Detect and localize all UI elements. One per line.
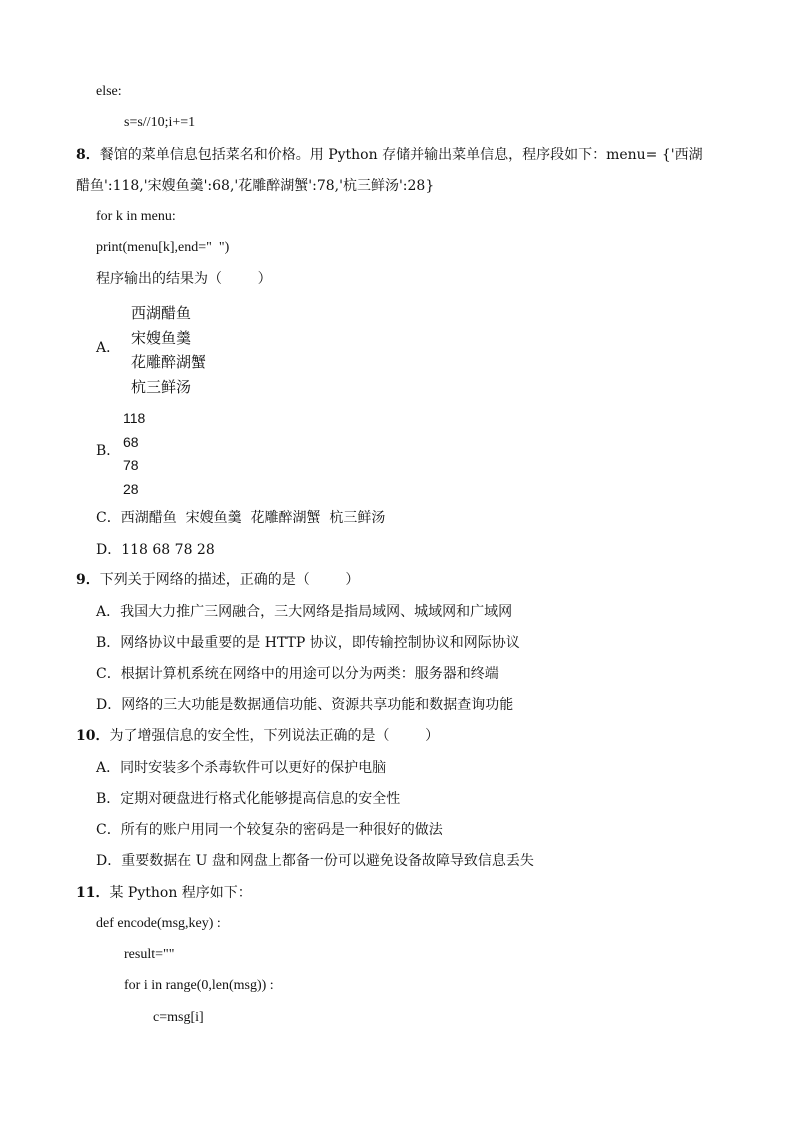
- question-10-stem: [76, 727, 439, 745]
- question-10-text: 为了增强信息的安全性，下列说法正确的是（ ）: [109, 728, 440, 744]
- question-8-option-a-label: A．: [96, 340, 121, 356]
- question-11-code-def: def encode(msg,key) :: [96, 916, 221, 931]
- question-10-option-a: A．同时安装多个杀毒软件可以更好的保护电脑: [96, 760, 387, 776]
- option-a-item: 杭三鲜汤: [131, 377, 192, 396]
- question-11-code-result: result="": [124, 947, 175, 962]
- question-8-option-a-image: [131, 301, 206, 399]
- question-10-option-d: D．重要数据在 U 盘和网盘上都备一份可以避免设备故障导致信息丢失: [96, 853, 534, 869]
- option-a-item: 宋嫂鱼羹: [131, 328, 192, 347]
- question-8-number: 8．: [76, 147, 100, 163]
- option-b-item: 28: [123, 480, 139, 497]
- question-10-option-c: C．所有的账户用同一个较复杂的密码是一种很好的做法: [96, 822, 443, 838]
- question-8-text-2: 醋鱼':118,'宋嫂鱼羹':68,'花雕醉湖蟹':78,'杭三鲜汤':28}: [76, 178, 435, 194]
- question-8-option-c: C．西湖醋鱼 宋嫂鱼羹 花雕醉湖蟹 杭三鲜汤: [96, 510, 386, 526]
- question-8-option-b-label: B．: [96, 443, 121, 459]
- question-9-stem: [76, 571, 359, 589]
- option-b-item: 78: [123, 457, 139, 473]
- question-11-code-c: c=msg[i]: [153, 1010, 204, 1025]
- code-line-s-update: s=s//10;i+=1: [124, 115, 196, 130]
- question-8-option-b-image: [123, 407, 145, 501]
- question-8-text-1: 餐馆的菜单信息包括菜名和价格。用 Python 存储并输出菜单信息，程序段如下：menu= {'西湖: [99, 147, 703, 163]
- question-8-code-print: print(menu[k],end=" "): [96, 240, 230, 255]
- question-9-option-d: D．网络的三大功能是数据通信功能、资源共享功能和数据查询功能: [96, 697, 514, 713]
- question-11-number: 11．: [76, 885, 110, 901]
- question-11-code-for: for i in range(0,len(msg)) :: [124, 978, 274, 993]
- question-9-text: 下列关于网络的描述，正确的是（ ）: [99, 572, 360, 588]
- option-b-item: 118: [123, 410, 146, 426]
- option-a-item: 西湖醋鱼: [131, 304, 192, 322]
- question-8-line1: [76, 146, 703, 164]
- question-8-prompt: 程序输出的结果为（ ）: [96, 271, 272, 287]
- question-11-text: 某 Python 程序如下：: [109, 885, 252, 901]
- code-line-else: else:: [96, 84, 122, 99]
- question-9-option-b: B．网络协议中最重要的是 HTTP 协议，即传输控制协议和网际协议: [96, 635, 520, 651]
- option-b-item: 68: [123, 433, 139, 450]
- question-8-code-for: for k in menu:: [96, 209, 176, 224]
- question-9-number: 9．: [76, 572, 100, 588]
- question-11-stem: [76, 884, 252, 902]
- question-8-option-d: D．118 68 78 28: [96, 542, 215, 558]
- question-10-number: 10．: [76, 728, 110, 744]
- question-10-option-b: B．定期对硬盘进行格式化能够提高信息的安全性: [96, 791, 401, 807]
- question-9-option-c: C．根据计算机系统在网络中的用途可以分为两类：服务器和终端: [96, 666, 499, 682]
- option-a-item: 花雕醉湖蟹: [131, 353, 207, 371]
- question-9-option-a: A．我国大力推广三网融合，三大网络是指局域网、城域网和广域网: [96, 604, 513, 620]
